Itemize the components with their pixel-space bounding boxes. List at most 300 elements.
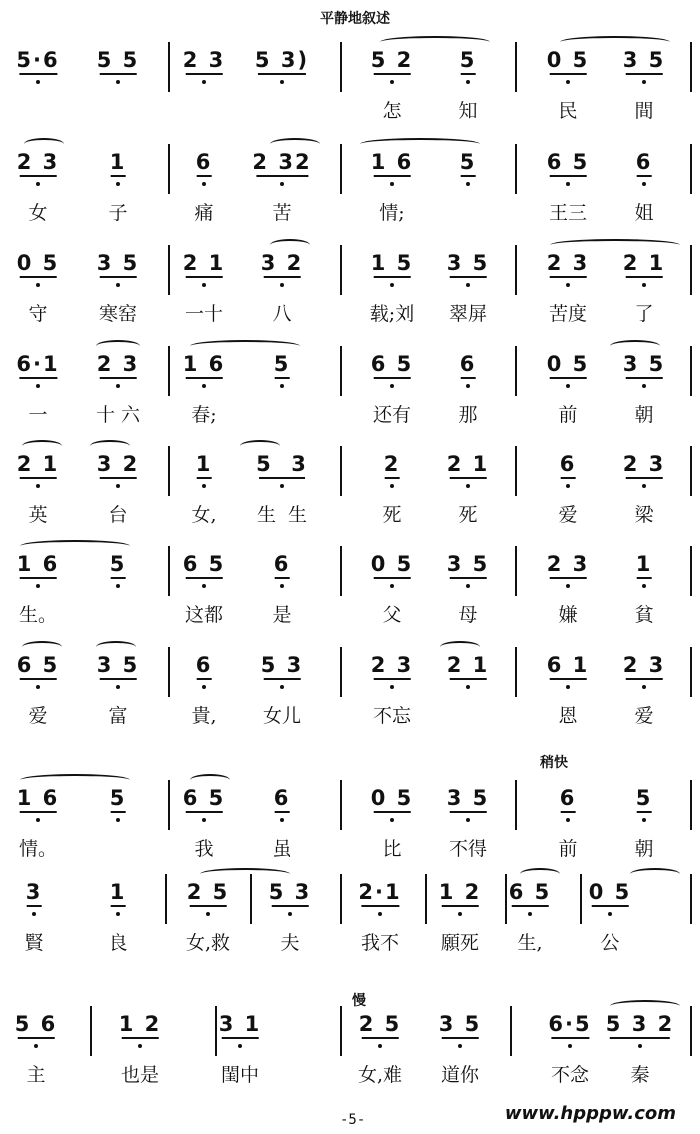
lyric-syllable: 不念 xyxy=(550,1064,590,1086)
barline xyxy=(425,874,427,924)
lyric-syllable: 富 xyxy=(108,705,128,727)
octave-dot xyxy=(566,384,570,388)
barline xyxy=(165,874,167,924)
barline xyxy=(250,874,252,924)
lyric-syllable: 载;刘 xyxy=(369,303,415,325)
lyric-line xyxy=(0,96,700,132)
lyric-syllable: 前 xyxy=(558,838,578,860)
note-group: 6 xyxy=(635,150,653,174)
note-group: 6 1 xyxy=(546,653,590,677)
octave-dot xyxy=(642,283,646,287)
barline xyxy=(515,446,517,496)
slur xyxy=(190,340,300,352)
note-group: 0 5 xyxy=(546,48,590,72)
octave-dot xyxy=(390,384,394,388)
octave-dot xyxy=(202,484,206,488)
note-group: 3 2 xyxy=(96,452,140,476)
lyric-syllable: 貧 xyxy=(634,604,654,626)
note-group: 6 xyxy=(459,352,477,376)
slur xyxy=(96,641,136,653)
slur xyxy=(610,1000,680,1012)
lyric-syllable: 爱 xyxy=(558,504,578,526)
barline xyxy=(168,346,170,396)
slur xyxy=(96,340,140,352)
barline xyxy=(515,245,517,295)
octave-dot xyxy=(202,283,206,287)
score-row xyxy=(0,1004,700,1104)
note-group: 2 3 xyxy=(96,352,140,376)
note-group: 3 5 xyxy=(446,786,490,810)
barline xyxy=(340,346,342,396)
lyric-syllable: 还有 xyxy=(372,404,412,426)
lyric-syllable: 生 生 xyxy=(256,504,308,526)
octave-dot xyxy=(280,80,284,84)
lyric-syllable: 嫌 xyxy=(558,604,578,626)
octave-dot xyxy=(138,1044,142,1048)
octave-dot xyxy=(390,685,394,689)
lyric-line xyxy=(0,1060,700,1096)
note-group: 2 3 xyxy=(622,452,666,476)
barline-end xyxy=(690,346,692,396)
note-group: 6 5 xyxy=(182,786,226,810)
barline xyxy=(515,144,517,194)
lyric-syllable: 間 xyxy=(634,100,654,122)
octave-dot xyxy=(116,182,120,186)
lyric-syllable: 怎 xyxy=(382,100,402,122)
barline xyxy=(340,144,342,194)
lyric-syllable: 主 xyxy=(26,1064,46,1086)
note-group: 1 5 xyxy=(370,251,414,275)
slur xyxy=(20,540,130,552)
slur xyxy=(22,641,62,653)
octave-dot xyxy=(32,912,36,916)
note-group: 5 3 xyxy=(260,653,304,677)
note-group: 1 xyxy=(109,880,127,904)
lyric-syllable: 母 xyxy=(458,604,478,626)
lyric-syllable: 女, xyxy=(191,504,217,526)
lyric-syllable: 王三 xyxy=(548,202,588,224)
slur xyxy=(90,440,130,452)
lyric-syllable: 死 xyxy=(382,504,402,526)
barline xyxy=(515,42,517,92)
octave-dot xyxy=(280,685,284,689)
octave-dot xyxy=(280,384,284,388)
lyric-syllable: 也是 xyxy=(120,1064,160,1086)
note-group: 3 5 xyxy=(438,1012,482,1036)
lyric-syllable: 良 xyxy=(108,932,128,954)
slur xyxy=(270,239,310,251)
note-group: 5 3 xyxy=(268,880,312,904)
score-row xyxy=(0,243,700,343)
octave-dot xyxy=(378,1044,382,1048)
tempo-mark-lower: 慢 xyxy=(352,993,366,1009)
octave-dot xyxy=(36,484,40,488)
octave-dot xyxy=(36,685,40,689)
barline xyxy=(510,1006,512,1056)
note-line xyxy=(0,778,700,826)
lyric-line xyxy=(0,400,700,436)
note-group: 6·1 xyxy=(16,352,60,376)
slur xyxy=(240,440,280,452)
note-group: 2 3 xyxy=(622,653,666,677)
lyric-syllable: 生。 xyxy=(18,604,58,626)
lyric-syllable: 寒窑 xyxy=(98,303,138,325)
lyric-syllable: 夫 xyxy=(280,932,300,954)
note-group: 3 xyxy=(25,880,43,904)
octave-dot xyxy=(280,182,284,186)
note-group: 1 xyxy=(635,552,653,576)
lyric-syllable: 守 xyxy=(28,303,48,325)
octave-dot xyxy=(202,182,206,186)
octave-dot xyxy=(390,283,394,287)
lyric-syllable: 死 xyxy=(458,504,478,526)
lyric-line xyxy=(0,500,700,536)
octave-dot xyxy=(36,584,40,588)
octave-dot xyxy=(566,484,570,488)
note-line xyxy=(0,142,700,190)
note-group: 0 5 xyxy=(588,880,632,904)
note-group: 5 xyxy=(273,352,291,376)
slur xyxy=(630,868,680,880)
octave-dot xyxy=(638,1044,642,1048)
note-group: 5 xyxy=(109,552,127,576)
lyric-syllable: 願死 xyxy=(440,932,480,954)
lyric-line xyxy=(0,600,700,636)
octave-dot xyxy=(116,912,120,916)
octave-dot xyxy=(202,584,206,588)
slur xyxy=(610,340,660,352)
note-group: 6 xyxy=(273,552,291,576)
note-group: 6 5 xyxy=(508,880,552,904)
octave-dot xyxy=(642,182,646,186)
octave-dot xyxy=(288,912,292,916)
score-row xyxy=(0,544,700,644)
note-group: 1 2 xyxy=(438,880,482,904)
lyric-syllable: 朝 xyxy=(634,404,654,426)
note-group: 2 1 xyxy=(16,452,60,476)
note-group: 3 5 xyxy=(446,552,490,576)
barline xyxy=(340,546,342,596)
lyric-syllable: 痛 xyxy=(194,202,214,224)
note-group: 1 6 xyxy=(182,352,226,376)
octave-dot xyxy=(116,384,120,388)
note-group: 6 5 xyxy=(16,653,60,677)
octave-dot xyxy=(642,584,646,588)
lyric-syllable: 賢 xyxy=(24,932,44,954)
note-group: 5 2 xyxy=(370,48,414,72)
lyric-syllable: 情; xyxy=(379,202,405,224)
slur xyxy=(270,138,320,150)
octave-dot xyxy=(566,818,570,822)
note-group: 1 6 xyxy=(370,150,414,174)
tempo-mark-top: 平静地叙述 xyxy=(320,11,390,27)
note-group: 6 5 xyxy=(546,150,590,174)
octave-dot xyxy=(466,818,470,822)
barline-end xyxy=(690,780,692,830)
slur xyxy=(380,36,490,48)
score-row xyxy=(0,645,700,745)
octave-dot xyxy=(280,818,284,822)
lyric-syllable: 女儿 xyxy=(262,705,302,727)
barline xyxy=(168,245,170,295)
note-group: 6 xyxy=(559,452,577,476)
note-group: 5 6 xyxy=(14,1012,58,1036)
lyric-syllable: 比 xyxy=(382,838,402,860)
barline-end xyxy=(690,245,692,295)
lyric-line xyxy=(0,299,700,335)
barline-end xyxy=(690,874,692,924)
note-line xyxy=(0,1004,700,1052)
note-group: 2 3 xyxy=(546,251,590,275)
watermark: www.hpppw.com xyxy=(504,1103,676,1124)
lyric-line xyxy=(0,701,700,737)
note-group: 5 3 xyxy=(256,452,308,476)
octave-dot xyxy=(34,1044,38,1048)
lyric-syllable: 道你 xyxy=(440,1064,480,1086)
score-row xyxy=(0,142,700,242)
note-group: 2 xyxy=(383,452,401,476)
octave-dot xyxy=(202,685,206,689)
slur xyxy=(200,868,290,880)
note-group: 1 xyxy=(109,150,127,174)
note-group: 6 5 xyxy=(182,552,226,576)
lyric-syllable: 一十 xyxy=(184,303,224,325)
barline xyxy=(340,42,342,92)
note-group: 2 5 xyxy=(186,880,230,904)
note-group: 2 3 xyxy=(370,653,414,677)
note-group: 6 xyxy=(195,150,213,174)
octave-dot xyxy=(280,584,284,588)
octave-dot xyxy=(642,818,646,822)
lyric-line xyxy=(0,928,700,964)
note-group: 2·1 xyxy=(358,880,402,904)
note-group: 0 5 xyxy=(370,786,414,810)
slur xyxy=(550,239,680,251)
page-number: -5- xyxy=(340,1112,366,1128)
barline xyxy=(580,874,582,924)
lyric-syllable: 台 xyxy=(108,504,128,526)
note-group: 1 2 xyxy=(118,1012,162,1036)
tempo-mark-middle: 稍快 xyxy=(540,755,568,771)
lyric-syllable: 我不 xyxy=(360,932,400,954)
octave-dot xyxy=(116,283,120,287)
octave-dot xyxy=(466,283,470,287)
note-group: 1 6 xyxy=(16,786,60,810)
note-group: 2 3 xyxy=(182,48,226,72)
lyric-syllable: 貴, xyxy=(191,705,217,727)
note-group: 5 xyxy=(109,786,127,810)
lyric-syllable: 那 xyxy=(458,404,478,426)
lyric-syllable: 恩 xyxy=(558,705,578,727)
lyric-syllable: 秦 xyxy=(630,1064,650,1086)
barline-end xyxy=(690,546,692,596)
octave-dot xyxy=(36,384,40,388)
note-line xyxy=(0,40,700,88)
slur xyxy=(560,36,670,48)
lyric-syllable: 苦度 xyxy=(548,303,588,325)
note-group: 2 1 xyxy=(182,251,226,275)
note-group: 6·5 xyxy=(548,1012,592,1036)
note-group: 6 5 xyxy=(370,352,414,376)
lyric-syllable: 前 xyxy=(558,404,578,426)
octave-dot xyxy=(466,182,470,186)
octave-dot xyxy=(116,584,120,588)
barline-end xyxy=(690,1006,692,1056)
octave-dot xyxy=(642,384,646,388)
octave-dot xyxy=(378,912,382,916)
octave-dot xyxy=(280,484,284,488)
barline xyxy=(505,874,507,924)
lyric-syllable: 不忘 xyxy=(372,705,412,727)
barline xyxy=(515,780,517,830)
lyric-syllable: 公 xyxy=(600,932,620,954)
slur xyxy=(360,138,480,150)
note-group: 3 2 xyxy=(260,251,304,275)
note-group: 5 3 2 xyxy=(605,1012,675,1036)
octave-dot xyxy=(566,182,570,186)
note-group: 3 5 xyxy=(622,48,666,72)
score-row xyxy=(0,444,700,544)
octave-dot xyxy=(390,584,394,588)
barline xyxy=(168,647,170,697)
barline-end xyxy=(690,42,692,92)
note-group: 5 5 xyxy=(96,48,140,72)
barline xyxy=(515,546,517,596)
octave-dot xyxy=(202,818,206,822)
lyric-syllable: 爱 xyxy=(28,705,48,727)
octave-dot xyxy=(642,685,646,689)
octave-dot xyxy=(466,80,470,84)
lyric-syllable: 这都 xyxy=(184,604,224,626)
note-group: 5 3) xyxy=(254,48,310,72)
barline xyxy=(340,647,342,697)
slur xyxy=(520,868,560,880)
octave-dot xyxy=(390,818,394,822)
note-group: 1 xyxy=(195,452,213,476)
note-group: 2 3 xyxy=(546,552,590,576)
octave-dot xyxy=(280,283,284,287)
octave-dot xyxy=(458,1044,462,1048)
lyric-syllable: 虽 xyxy=(272,838,292,860)
note-group: 2 3 xyxy=(16,150,60,174)
octave-dot xyxy=(566,80,570,84)
barline-end xyxy=(690,446,692,496)
barline xyxy=(168,446,170,496)
barline xyxy=(340,780,342,830)
lyric-syllable: 姐 xyxy=(634,202,654,224)
lyric-syllable: 女,难 xyxy=(357,1064,403,1086)
octave-dot xyxy=(390,484,394,488)
barline xyxy=(515,346,517,396)
barline xyxy=(168,546,170,596)
barline xyxy=(215,1006,217,1056)
octave-dot xyxy=(202,384,206,388)
octave-dot xyxy=(116,818,120,822)
octave-dot xyxy=(458,912,462,916)
slur xyxy=(20,774,130,786)
note-group: 2 32 xyxy=(252,150,312,174)
note-group: 6 xyxy=(195,653,213,677)
slur xyxy=(440,641,480,653)
note-group: 2 5 xyxy=(358,1012,402,1036)
note-group: 5 xyxy=(459,48,477,72)
lyric-syllable: 翠屏 xyxy=(448,303,488,325)
score-row xyxy=(0,778,700,878)
barline xyxy=(168,780,170,830)
barline-end xyxy=(690,144,692,194)
octave-dot xyxy=(36,283,40,287)
lyric-syllable: 情。 xyxy=(18,838,58,860)
lyric-syllable: 民 xyxy=(558,100,578,122)
lyric-syllable: 英 xyxy=(28,504,48,526)
note-group: 3 5 xyxy=(96,653,140,677)
note-group: 3 5 xyxy=(96,251,140,275)
lyric-syllable: 女,救 xyxy=(185,932,231,954)
lyric-syllable: 春; xyxy=(191,404,217,426)
note-group: 5 xyxy=(635,786,653,810)
note-line xyxy=(0,645,700,693)
barline xyxy=(340,874,342,924)
note-group: 5·6 xyxy=(16,48,60,72)
octave-dot xyxy=(466,584,470,588)
octave-dot xyxy=(528,912,532,916)
note-line xyxy=(0,344,700,392)
note-group: 3 1 xyxy=(218,1012,262,1036)
barline xyxy=(90,1006,92,1056)
lyric-syllable: 父 xyxy=(382,604,402,626)
lyric-syllable: 爱 xyxy=(634,705,654,727)
lyric-syllable: 女 xyxy=(28,202,48,224)
octave-dot xyxy=(608,912,612,916)
note-group: 3 5 xyxy=(622,352,666,376)
note-group: 0 5 xyxy=(370,552,414,576)
octave-dot xyxy=(116,484,120,488)
lyric-syllable: 梁 xyxy=(634,504,654,526)
barline-end xyxy=(690,647,692,697)
lyric-syllable: 閨中 xyxy=(220,1064,260,1086)
note-group: 2 1 xyxy=(446,653,490,677)
octave-dot xyxy=(566,584,570,588)
note-group: 3 5 xyxy=(446,251,490,275)
lyric-syllable: 八 xyxy=(272,303,292,325)
score-row xyxy=(0,872,700,972)
lyric-syllable: 一 xyxy=(28,404,48,426)
octave-dot xyxy=(36,80,40,84)
lyric-syllable: 是 xyxy=(272,604,292,626)
note-group: 6 xyxy=(559,786,577,810)
octave-dot xyxy=(466,484,470,488)
note-group: 2 1 xyxy=(446,452,490,476)
lyric-syllable: 知 xyxy=(458,100,478,122)
octave-dot xyxy=(116,685,120,689)
note-group: 1 6 xyxy=(16,552,60,576)
note-line xyxy=(0,444,700,492)
slur xyxy=(22,440,62,452)
lyric-syllable: 了 xyxy=(634,303,654,325)
note-line xyxy=(0,872,700,920)
lyric-line xyxy=(0,198,700,234)
note-group: 5 xyxy=(459,150,477,174)
octave-dot xyxy=(642,80,646,84)
barline xyxy=(168,144,170,194)
octave-dot xyxy=(36,182,40,186)
octave-dot xyxy=(202,80,206,84)
octave-dot xyxy=(466,384,470,388)
octave-dot xyxy=(390,182,394,186)
barline xyxy=(515,647,517,697)
octave-dot xyxy=(642,484,646,488)
octave-dot xyxy=(566,685,570,689)
